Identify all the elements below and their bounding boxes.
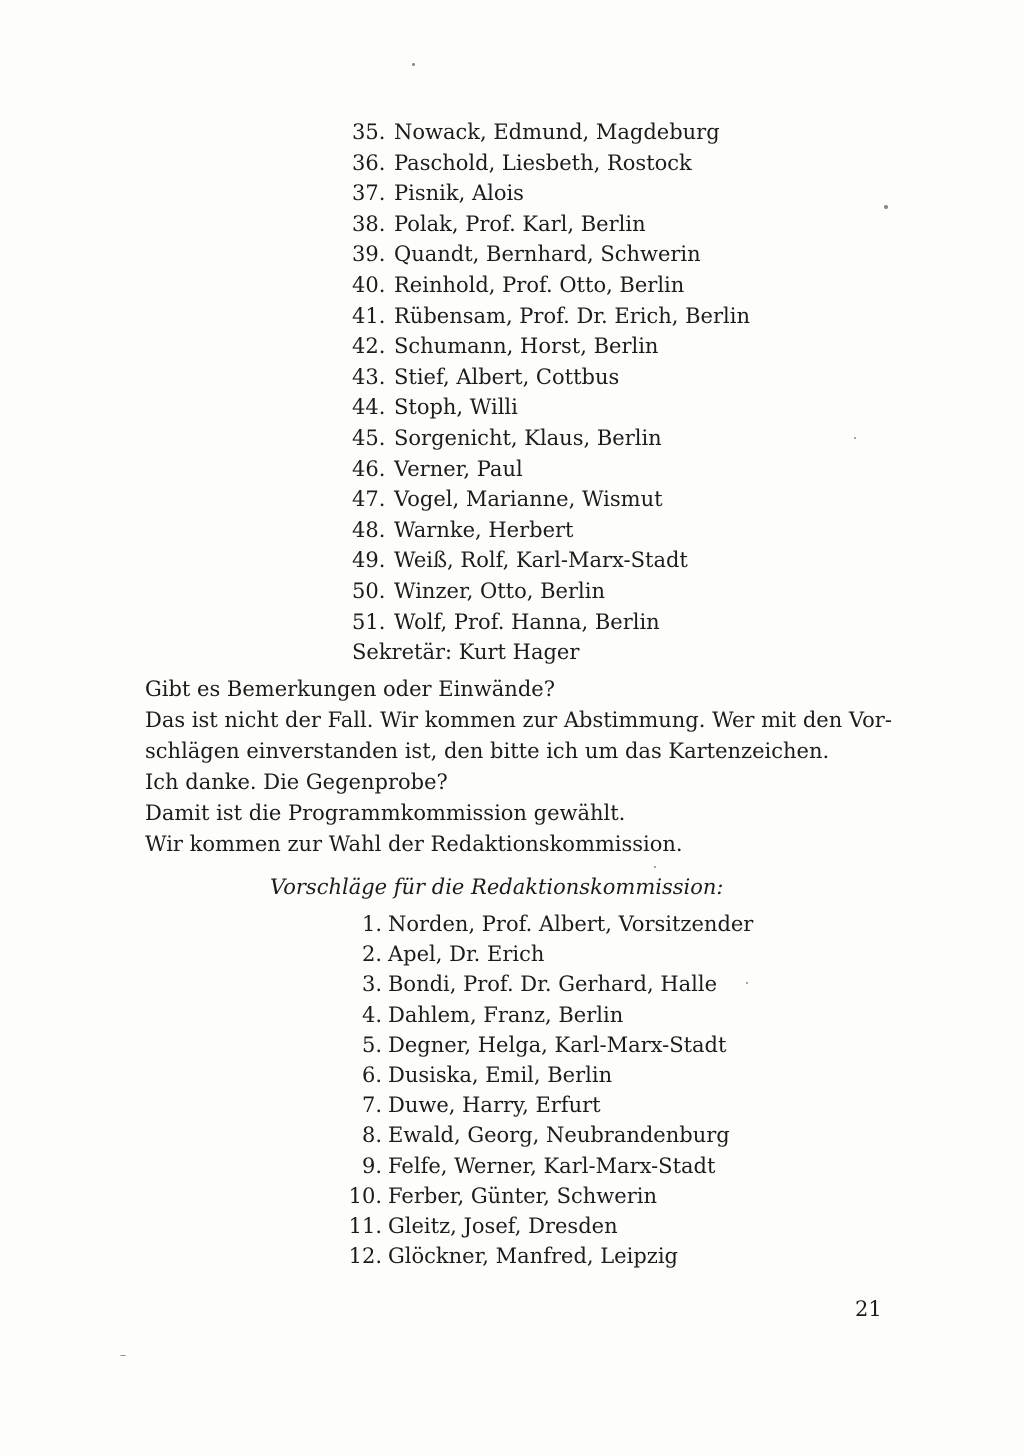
list-item: [338, 1030, 898, 1060]
page-number: 21: [855, 1297, 882, 1321]
list-item: [338, 1000, 898, 1030]
list-item-number: 12.: [348, 1244, 382, 1269]
list-item-text: Nowack, Edmund, Magdeburg: [394, 120, 720, 144]
list-item-number: 49.: [352, 548, 386, 573]
list-item-text: Pisnik, Alois: [394, 181, 524, 206]
list-item: [352, 270, 912, 301]
list-item-number: 35.: [352, 120, 386, 144]
list-item: [352, 423, 912, 454]
list-item-text: Stief, Albert, Cottbus: [394, 364, 620, 389]
list-item-number: 11.: [348, 1213, 382, 1238]
list-item-text: Sorgenicht, Klaus, Berlin: [394, 425, 662, 450]
list-item: [352, 117, 912, 148]
list-item-text: Reinhold, Prof. Otto, Berlin: [394, 272, 685, 297]
list-item: [338, 1090, 898, 1120]
list-item-text: Dusiska, Emil, Berlin: [388, 1062, 613, 1087]
list-item-number: 41.: [352, 303, 386, 328]
commission-list-continued: [352, 117, 912, 668]
list-item-text: Felfe, Werner, Karl-Marx-Stadt: [388, 1153, 716, 1178]
list-item-number: 1.: [361, 912, 382, 936]
list-item-number: 50.: [352, 578, 386, 603]
list-item: [338, 1120, 898, 1150]
list-item-text: Stoph, Willi: [394, 395, 518, 420]
list-item: [338, 939, 898, 969]
list-item-text: Winzer, Otto, Berlin: [394, 578, 605, 603]
secretary-line: Sekretär: Kurt Hager: [352, 640, 580, 665]
scan-speck: [746, 982, 748, 984]
list-item-number: 45.: [352, 425, 386, 450]
list-item-text: Norden, Prof. Albert, Vorsitzender: [388, 912, 754, 936]
list-item-number: 37.: [352, 181, 386, 206]
list-item-number: 3.: [361, 972, 382, 997]
list-item-text: Ferber, Günter, Schwerin: [388, 1183, 657, 1208]
body-paragraph: [145, 674, 905, 860]
list-item-text: Ewald, Georg, Neubrandenburg: [388, 1123, 730, 1148]
list-item-number: 44.: [352, 395, 386, 420]
section-heading: Vorschläge für die Redaktionskommission:: [270, 875, 724, 899]
list-item-number: 36.: [352, 150, 386, 175]
scan-speck: [120, 1355, 126, 1356]
list-item-text: Duwe, Harry, Erfurt: [388, 1093, 601, 1118]
list-item: [352, 484, 912, 515]
list-item: [338, 1211, 898, 1241]
list-item-number: 48.: [352, 517, 386, 542]
list-item: [352, 239, 912, 270]
list-item-number: 43.: [352, 364, 386, 389]
list-item: [352, 576, 912, 607]
list-item: [352, 301, 912, 332]
list-item: [352, 515, 912, 546]
list-item-text: Wolf, Prof. Hanna, Berlin: [394, 609, 660, 634]
list-item-number: 47.: [352, 487, 386, 512]
list-item: [338, 969, 898, 999]
paragraph-line: schlägen einverstanden ist, den bitte ich um das Kartenzeichen.: [145, 739, 830, 763]
list-item-text: Schumann, Horst, Berlin: [394, 334, 659, 359]
list-item-text: Bondi, Prof. Dr. Gerhard, Halle: [388, 972, 718, 997]
list-item: [352, 148, 912, 179]
list-item-number: 46.: [352, 456, 386, 481]
list-item: [352, 209, 912, 240]
list-item-text: Gleitz, Josef, Dresden: [388, 1213, 618, 1238]
list-item-number: 51.: [352, 609, 386, 634]
list-item: [352, 392, 912, 423]
list-item: [352, 545, 912, 576]
list-item-number: 38.: [352, 211, 386, 236]
list-item-text: Weiß, Rolf, Karl-Marx-Stadt: [394, 548, 688, 573]
list-item-text: Degner, Helga, Karl-Marx-Stadt: [388, 1032, 727, 1057]
list-item-number: 4.: [361, 1002, 382, 1027]
list-item: [338, 1060, 898, 1090]
list-item: [352, 331, 912, 362]
list-item-number: 42.: [352, 334, 386, 359]
list-item-text: Rübensam, Prof. Dr. Erich, Berlin: [394, 303, 750, 328]
paragraph-line: Damit ist die Programmkommission gewählt.: [145, 801, 626, 825]
paragraph-line: Das ist nicht der Fall. Wir kommen zur Abstimmung. Wer mit den Vor-: [145, 708, 892, 732]
list-item: [338, 1181, 898, 1211]
list-item: [352, 362, 912, 393]
list-item-text: Dahlem, Franz, Berlin: [388, 1002, 624, 1027]
list-item: [352, 454, 912, 485]
list-item-text: Paschold, Liesbeth, Rostock: [394, 150, 692, 175]
scan-speck: [654, 866, 656, 868]
list-item-number: 7.: [361, 1093, 382, 1118]
list-item-number: 5.: [361, 1032, 382, 1057]
list-item-number: 10.: [348, 1183, 382, 1208]
list-item: [352, 607, 912, 638]
paragraph-line: Wir kommen zur Wahl der Redaktionskommission.: [145, 832, 683, 856]
list-item-number: 8.: [361, 1123, 382, 1148]
list-item: [338, 909, 898, 939]
list-item-number: 39.: [352, 242, 386, 267]
list-item-text: Apel, Dr. Erich: [388, 942, 545, 967]
list-item-text: Polak, Prof. Karl, Berlin: [394, 211, 646, 236]
list-item-text: Quandt, Bernhard, Schwerin: [394, 242, 701, 267]
list-item-number: 40.: [352, 272, 386, 297]
list-item: [338, 1241, 898, 1271]
list-item: [338, 1151, 898, 1181]
scan-speck: [884, 205, 888, 209]
scan-speck: [412, 63, 415, 66]
list-item: [352, 178, 912, 209]
list-item-number: 9.: [361, 1153, 382, 1178]
list-item-text: Warnke, Herbert: [394, 517, 574, 542]
paragraph-line: Gibt es Bemerkungen oder Einwände?: [145, 677, 555, 701]
list-item-text: Vogel, Marianne, Wismut: [394, 487, 663, 512]
paragraph-line: Ich danke. Die Gegenprobe?: [145, 770, 448, 794]
list-item-text: Glöckner, Manfred, Leipzig: [388, 1244, 678, 1269]
scan-speck: [854, 437, 856, 439]
editorial-commission-list: [338, 909, 898, 1271]
list-item-number: 6.: [361, 1062, 382, 1087]
list-item-number: 2.: [361, 942, 382, 967]
list-item-text: Verner, Paul: [394, 456, 523, 481]
